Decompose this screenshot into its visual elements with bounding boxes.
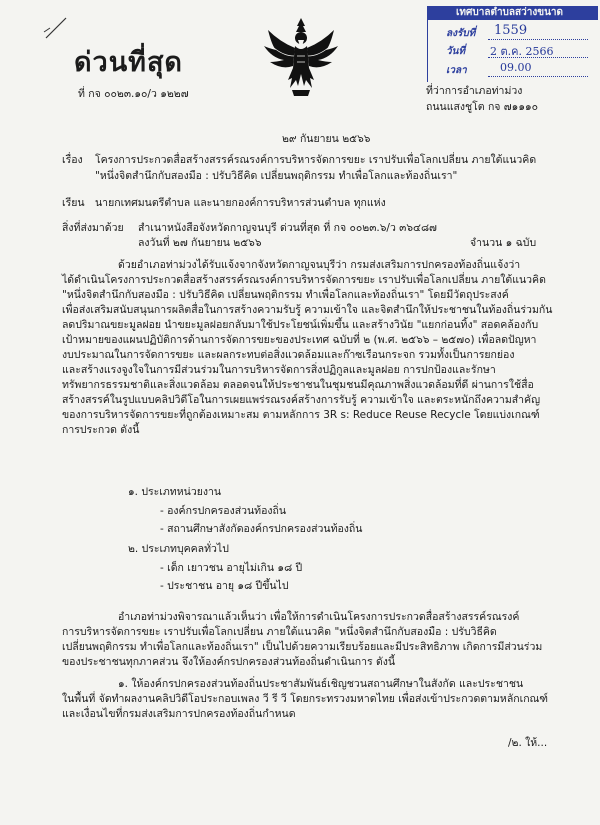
issuer-line-1: ที่ว่าการอำเภอท่าม่วง (426, 85, 523, 97)
stamp-time-label: เวลา (446, 65, 467, 76)
subject-line-1: โครงการประกวดสื่อสร้างสรรค์รณรงค์การบริหารจัดการขยะ เราปรับเพื่อโลกเปลี่ยน ภายใต้แนวคิด (95, 154, 537, 166)
paragraph-line: "หนึ่งจิตสำนึกกับสองมือ : ปรับวิธีคิด เปลี่ยนพฤติกรรม ทำเพื่อโลกและท้องถิ่นเรา" โดยมีวัตถุประสงค์ (62, 289, 509, 301)
document-date: ๒๙ กันยายน ๒๕๖๖ (282, 133, 371, 145)
stamp-received-no: 1559 (494, 23, 528, 38)
category-1-heading: ๑. ประเภทหน่วยงาน (128, 486, 222, 498)
continued-marker: /๒. ให้... (508, 737, 548, 749)
paragraph-line: การประกวด ดังนี้ (62, 424, 140, 436)
stamp-date-value: 2 ต.ค. 2566 (490, 45, 554, 58)
category-1-item-2: - สถานศึกษาสังกัดองค์กรปกครองส่วนท้องถิ่น (160, 523, 363, 535)
paragraph-line: ทรัพยากรธรรมชาติและสิ่งแวดล้อม ตลอดจนให้ประชาชนในชุมชนมีคุณภาพสิ่งแวดล้อมที่ดี ผ่านการใช้สื่อ (62, 379, 534, 391)
paragraph-line: ของประชาชนทุกภาคส่วน จึงให้องค์กรปกครองส่วนท้องถิ่นดำเนินการ ดังนี้ (62, 656, 396, 668)
paragraph-line: ๑. ให้องค์กรปกครองส่วนท้องถิ่นประชาสัมพันธ์เชิญชวนสถานศึกษาในสังกัด และประชาชน (118, 678, 524, 690)
paragraph-line: การบริหารจัดการขยะ เราปรับเพื่อโลกเปลี่ยน ภายใต้แนวคิด "หนึ่งจิตสำนึกกับสองมือ : ปรับวิธีคิด (62, 626, 497, 638)
category-2-item-2: - ประชาชน อายุ ๑๘ ปีขึ้นไป (160, 580, 289, 592)
category-2-item-1: - เด็ก เยาวชน อายุไม่เกิน ๑๘ ปี (160, 562, 303, 574)
subject-line-2: "หนึ่งจิตสำนึกกับสองมือ : ปรับวิธีคิด เปลี่ยนพฤติกรรม ทำเพื่อโลกและท้องถิ่นเรา" (95, 170, 458, 182)
subject-label: เรื่อง (62, 154, 83, 166)
category-2-heading: ๒. ประเภทบุคคลทั่วไป (128, 543, 229, 555)
attachment-line-2: ลงวันที่ ๒๗ กันยายน ๒๕๖๖ (138, 237, 262, 249)
garuda-emblem-icon (262, 16, 340, 98)
attachment-label: สิ่งที่ส่งมาด้วย (62, 222, 124, 234)
salutation-text: นายกเทศมนตรีตำบล และนายกองค์การบริหารส่วนตำบล ทุกแห่ง (95, 197, 386, 209)
attachment-line-1: สำเนาหนังสือจังหวัดกาญจนบุรี ด่วนที่สุด ที่ กจ ๐๐๒๓.๖/ว ๓๖๔๘๗ (138, 222, 437, 234)
salutation-label: เรียน (62, 197, 85, 209)
stamp-org: เทศบาลตำบลสว่างขนาด (428, 6, 598, 20)
paragraph-line: ได้ดำเนินโครงการประกวดสื่อสร้างสรรค์รณรงค์การบริหารจัดการขยะ เราปรับเพื่อโลกเปลี่ยน ภายใต้แนวคิด (62, 274, 546, 286)
issuer-line-2: ถนนแสงชูโต กจ ๗๑๑๑๐ (426, 101, 539, 113)
category-1-item-1: - องค์กรปกครองส่วนท้องถิ่น (160, 505, 287, 517)
paragraph-line: เปลี่ยนพฤติกรรม ทำเพื่อโลกและท้องถิ่นเรา" เป็นไปด้วยความเรียบร้อยและมีประสิทธิภาพ เกิดการมีส่วนร่วม (62, 641, 543, 653)
urgency-label: ด่วนที่สุด (74, 47, 183, 78)
received-stamp (427, 6, 598, 82)
paragraph-line: ด้วยอำเภอท่าม่วงได้รับแจ้งจากจังหวัดกาญจนบุรีว่า กรมส่งเสริมการปกครองท้องถิ่นแจ้งว่า (118, 259, 521, 271)
paragraph-line: อำเภอท่าม่วงพิจารณาแล้วเห็นว่า เพื่อให้การดำเนินโครงการประกวดสื่อสร้างสรรค์รณรงค์ (118, 611, 520, 623)
stamp-received-label: ลงรับที่ (446, 28, 476, 39)
paragraph-line: ในพื้นที่ จัดทำผลงานคลิปวิดีโอประกอบเพลง วี รี วี โดยกระทรวงมหาดไทย เพื่อส่งเข้าประกวดตามหลักเกณฑ์ (62, 693, 549, 705)
body-paragraph-1 (62, 258, 553, 438)
paragraph-line: และสร้างแรงจูงใจในการมีส่วนร่วมในการบริหารจัดการสิ่งปฏิกูลและมูลฝอย การปกป้องและรักษา (62, 364, 496, 376)
document-number: ที่ กจ ๐๐๒๓.๑๐/ว ๑๒๒๗ (78, 88, 189, 100)
stamp-time-value: 09.00 (500, 61, 532, 74)
body-paragraph-2 (62, 610, 548, 670)
paragraph-line: งบประมาณในการจัดการขยะ และผลกระทบต่อสิ่งแวดล้อมและก๊าซเรือนกระจก รวมทั้งเป็นการยกย่อง (62, 349, 515, 361)
paragraph-line: ลดปริมาณขยะมูลฝอย นำขยะมูลฝอยกลับมาใช้ประโยชน์เพิ่มขึ้น และสร้างวินัย "แยกก่อนทิ้ง" สอดคล้องกับ (62, 319, 539, 331)
stamp-date-label: วันที่ (446, 46, 466, 57)
attachment-count: จำนวน ๑ ฉบับ (470, 237, 537, 249)
paragraph-line: ของการบริหารจัดการขยะที่ถูกต้องเหมาะสม ตามหลักการ 3R s: Reduce Reuse Recycle โดยแบ่งเกณฑ์ (62, 409, 540, 421)
paragraph-line: และเงื่อนไขที่กรมส่งเสริมการปกครองท้องถิ่นกำหนด (62, 708, 296, 720)
paragraph-line: สร้างสรรค์ในรูปแบบคลิปวิดีโอในการเผยแพร่รณรงค์สร้างการรับรู้ ความเข้าใจ และตระหนักถึงความสำคัญ (62, 394, 541, 406)
pencil-mark-icon (42, 12, 72, 42)
body-paragraph-3 (62, 677, 548, 722)
paragraph-line: เป้าหมายของแผนปฏิบัติการด้านการจัดการขยะของประเทศ ฉบับที่ ๒ (พ.ศ. ๒๕๖๖ – ๒๕๗๐) เพื่อลดปัญหา (62, 334, 537, 346)
paragraph-line: เพื่อส่งเสริมสนับสนุนการผลิตสื่อในการสร้างความรับรู้ ความเข้าใจ และจิตสำนึกให้ประชาชนในท้องถิ่นร่วมกัน (62, 304, 553, 316)
